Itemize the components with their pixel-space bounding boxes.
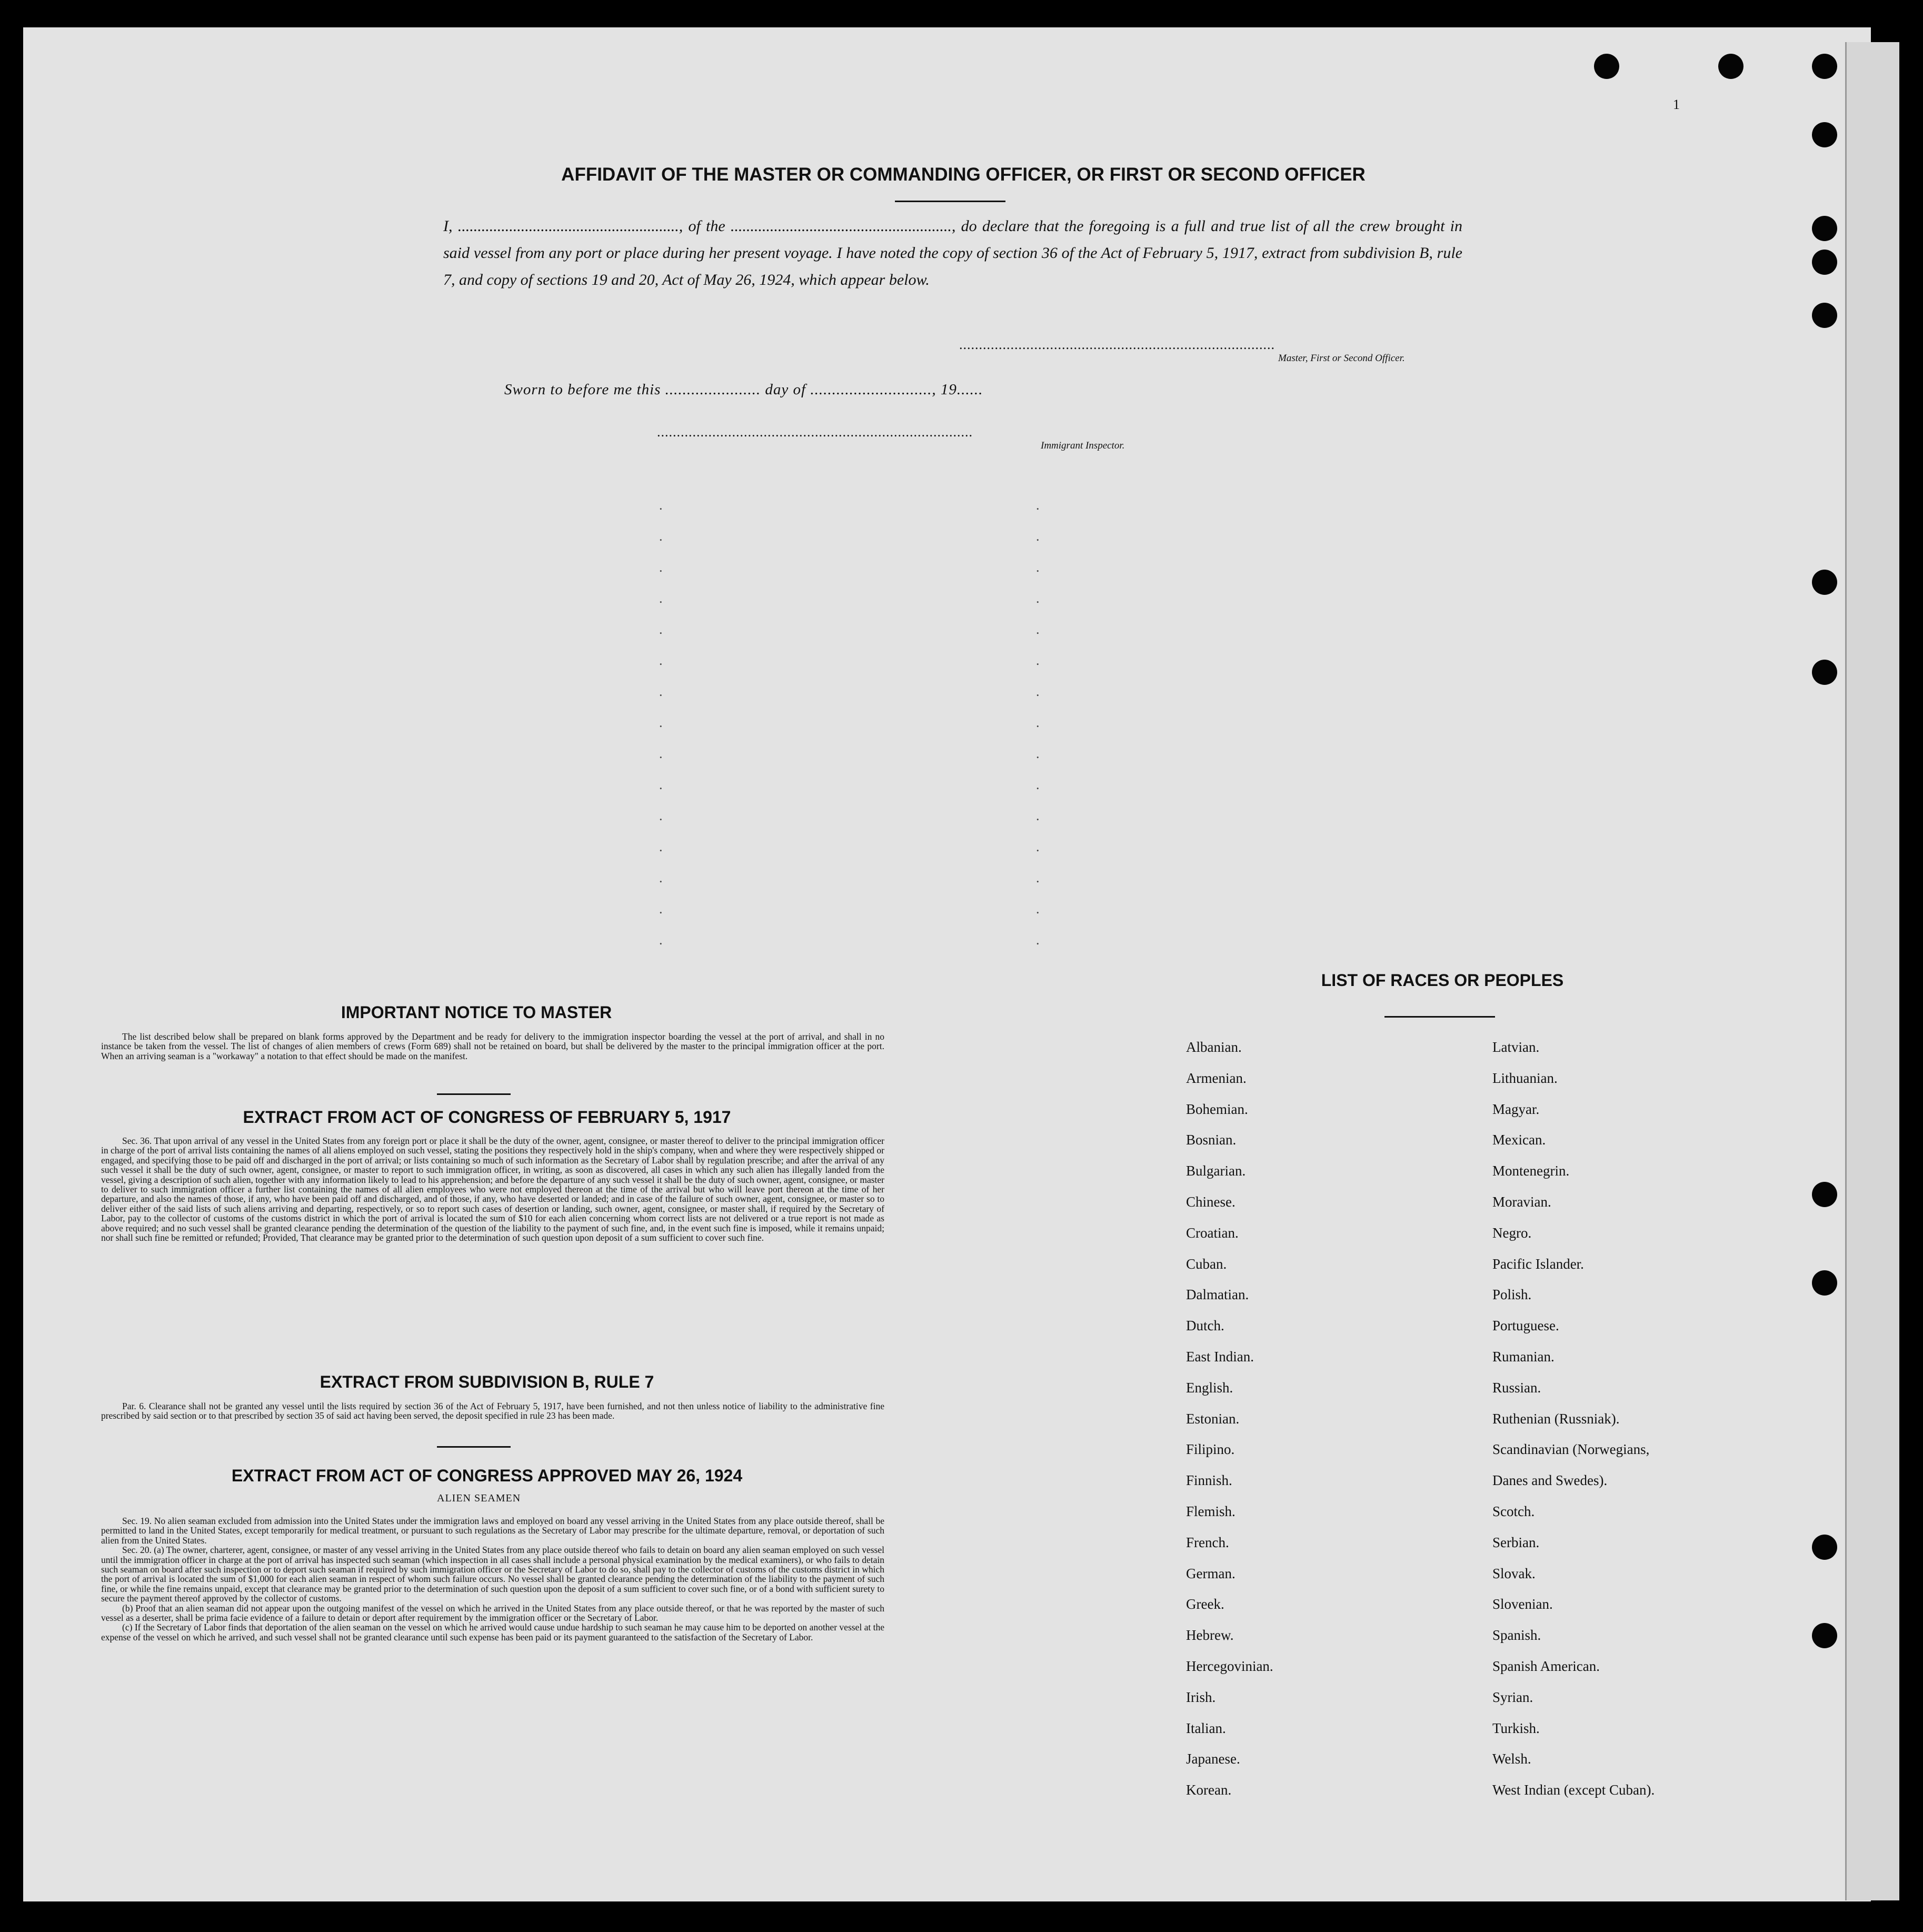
race-item: Scotch. — [1492, 1503, 1535, 1519]
race-item: Bulgarian. — [1186, 1163, 1246, 1179]
officer-signature-line: ................................................................................ — [959, 337, 1275, 352]
race-item: Finnish. — [1186, 1472, 1232, 1489]
race-item: English. — [1186, 1379, 1233, 1396]
extract-1924-text — [101, 1516, 884, 1642]
section-20a: Sec. 20. (a) The owner, charterer, agent, consignee, or master of any vessel arriving in the United States from any place outside thereof who fails to detain on board any alien seaman employed on such vessel until the immigration officer in charge at the port of arrival has inspected such seaman (which inspection in all cases shall include a personal physical examination by the medical examiners), or who fails to detain such seaman on board after such inspection or to deport such seaman if required by such immigration officer or the Secretary of Labor to do so, shall pay to the collector of customs of the customs district in which the port of arrival is located the sum of $1,000 for each alien seaman in respect of whom such failure occurs. No vessel shall be granted clearance pending the determination of the liability to the payment of such fine, or while the fine remains unpaid, except that clearance may be granted prior to the determination of such question upon the deposit of a sum sufficient to cover such fine, or of a bond with sufficient surety to secure the payment thereof approved by the collector of customs. — [101, 1545, 884, 1604]
race-item: German. — [1186, 1565, 1235, 1581]
race-item: Albanian. — [1186, 1039, 1242, 1055]
race-item: Polish. — [1492, 1287, 1532, 1303]
race-item: Serbian. — [1492, 1534, 1540, 1550]
divider — [437, 1093, 511, 1095]
race-item: Japanese. — [1186, 1751, 1240, 1767]
punch-hole — [1812, 1623, 1837, 1648]
extract-rule7-title: EXTRACT FROM SUBDIVISION B, RULE 7 — [320, 1372, 654, 1391]
race-item: Croatian. — [1186, 1224, 1239, 1241]
race-item: Moravian. — [1492, 1193, 1551, 1210]
affidavit-declaration — [443, 213, 1462, 293]
race-item: Spanish. — [1492, 1627, 1541, 1644]
race-item: Welsh. — [1492, 1751, 1531, 1767]
bleed-through-marks: . . . . . . . . . . . . . . . — [1036, 497, 1040, 948]
section-20b: (b) Proof that an alien seaman did not appear upon the outgoing manifest of the vessel on which he arrived in the United States from any place outside thereof, or that he was reported by the master of such vessel as a deserter, shall be prima facie evidence of a failure to detain or deport after requirement by the immigration officer or the Secretary of Labor. — [101, 1602, 884, 1624]
notice-title: IMPORTANT NOTICE TO MASTER — [341, 1003, 612, 1022]
punch-hole — [1812, 1182, 1837, 1207]
race-item: Scandinavian (Norwegians, Danes and Swedes). — [1492, 1441, 1650, 1489]
race-item: Armenian. — [1186, 1070, 1247, 1086]
punch-hole — [1594, 54, 1619, 79]
races-title: LIST OF RACES OR PEOPLES — [1321, 971, 1564, 990]
extract-1924-subtitle: ALIEN SEAMEN — [437, 1492, 521, 1504]
race-item: West Indian (except Cuban). — [1492, 1782, 1655, 1798]
race-item: Chinese. — [1186, 1193, 1235, 1210]
punch-hole — [1812, 250, 1837, 275]
punch-hole — [1812, 1535, 1837, 1560]
page-edge — [1845, 42, 1899, 1900]
race-item: Greek. — [1186, 1596, 1224, 1612]
race-item: Mexican. — [1492, 1132, 1546, 1148]
divider — [1384, 1016, 1495, 1018]
race-item: Filipino. — [1186, 1441, 1235, 1458]
race-item: Bohemian. — [1186, 1101, 1248, 1117]
page-number: 1 — [1673, 97, 1680, 112]
punch-hole — [1812, 303, 1837, 328]
extract-rule7-text: Par. 6. Clearance shall not be granted any vessel until the lists required by section 36 of the Act of February 5, 1917, have been furnished, and not then unless notice of liability to the administrative fine prescribed by said section or to that prescribed by section 35 of said act having been served, the deposit specified in rule 23 has been made. — [101, 1401, 884, 1421]
declaration-text: I, ........................................................, of the ........................................................, do declare that the foregoing is a full and true list of all the crew brought in said vessel from any port or place during her present voyage. I have noted the copy of section 36 of the Act of February 5, 1917, extract from subdivision B, rule 7, and copy of sections 19 and 20, Act of May 26, 1924, which appear below. — [443, 217, 1462, 288]
affidavit-title: AFFIDAVIT OF THE MASTER OR COMMANDING OFFICER, OR FIRST OR SECOND OFFICER — [561, 164, 1366, 185]
race-item: Syrian. — [1492, 1689, 1533, 1705]
race-item: Slovak. — [1492, 1565, 1536, 1581]
race-item: Russian. — [1492, 1379, 1541, 1396]
race-item: Italian. — [1186, 1720, 1226, 1736]
punch-hole — [1812, 660, 1837, 685]
race-item: Estonian. — [1186, 1410, 1240, 1427]
bleed-through-marks: . . . . . . . . . . . . . . . — [659, 497, 663, 948]
punch-hole — [1812, 216, 1837, 241]
officer-caption: Master, First or Second Officer. — [1278, 353, 1405, 364]
extract-1917-text: Sec. 36. That upon arrival of any vessel in the United States from any foreign port or place it shall be the duty of the owner, agent, consignee, or master thereof to deliver to the principal immigration officer in charge of the port of arrival lists containing the names of all aliens employed on such vessel, stating the positions they respectively hold in the ship's company, when and where they were respectively shipped or engaged, and specifying those to be paid off and discharged in the port of arrival; or lists containing so much of such information as the Secretary of Labor shall by regulation prescribe; and after the arrival of any such vessel it shall be the duty of such owner, agent, consignee, or master to report to such immigration officer, in writing, as soon as discovered, all cases in which any such alien has illegally landed from the vessel, giving a description of such alien, together with any information likely to lead to his apprehension; and before the departure of any such vessel it shall be the duty of such owner, agent, consignee, or master to deliver to such immigration officer a further list containing the names of all alien employees who were not employed thereon at the time of the arrival but who will leave port thereon at the time of her departure, and also the names of those, if any, who have been paid off and discharged, and of those, if any, who have deserted or landed; and in case of the failure of such owner, agent, consignee, or master so to deliver either of the said lists of such aliens arriving and departing, respectively, or so to report such cases of desertion or landing, such owner, agent, consignee, or master shall, if required by the Secretary of Labor, pay to the collector of customs of the customs district in which the port of arrival is located the sum of $10 for each alien concerning whom correct lists are not delivered or a true report is not made as above required; and no such vessel shall be granted clearance pending the determination of the question of the liability to the payment of such fine, and, in the event such fine is imposed, while it remains unpaid; nor shall such fine be remitted or refunded; Provided, That clearance may be granted prior to the determination of such question upon deposit of a sum sufficient to cover such fine. — [101, 1136, 884, 1243]
divider — [895, 201, 1005, 202]
notice-text: The list described below shall be prepared on blank forms approved by the Department and be ready for delivery to the immigration inspector boarding the vessel at the port of arrival, and shall in no instance be taken from the vessel. The list of changes of alien members of crews (Form 689) shall not be retained on board, but shall be delivered by the master to the principal immigration officer at the port. When an arriving seaman is a "workaway" a notation to that effect should be made on the manifest. — [101, 1031, 884, 1061]
punch-hole — [1718, 54, 1743, 79]
race-item: Cuban. — [1186, 1256, 1227, 1272]
race-item: Ruthenian (Russniak). — [1492, 1410, 1620, 1427]
extract-1924-title: EXTRACT FROM ACT OF CONGRESS APPROVED MAY 26, 1924 — [231, 1466, 743, 1485]
race-item: Lithuanian. — [1492, 1070, 1558, 1086]
race-item: Montenegrin. — [1492, 1163, 1570, 1179]
race-item: Portuguese. — [1492, 1318, 1559, 1334]
races-list-right — [1492, 1032, 1655, 1806]
race-item: Latvian. — [1492, 1039, 1540, 1055]
race-item: Pacific Islander. — [1492, 1256, 1584, 1272]
races-list-left — [1186, 1032, 1273, 1806]
race-item: Hercegovinian. — [1186, 1658, 1273, 1674]
extract-1917-title: EXTRACT FROM ACT OF CONGRESS OF FEBRUARY 5, 1917 — [243, 1108, 731, 1127]
punch-hole — [1812, 1270, 1837, 1296]
race-item: Dalmatian. — [1186, 1287, 1249, 1303]
race-item: Hebrew. — [1186, 1627, 1234, 1644]
race-item: Slovenian. — [1492, 1596, 1553, 1612]
race-item: Irish. — [1186, 1689, 1216, 1705]
divider — [437, 1446, 511, 1448]
sworn-line: Sworn to before me this ...................... day of ............................, 19...... — [504, 381, 983, 398]
section-20c: (c) If the Secretary of Labor finds that deportation of the alien seaman on the vessel on which he arrived would cause undue hardship to such seaman he may cause him to be deported on another vessel at the expense of the vessel on which he arrived, and such vessel shall not be granted clearance until such expense has been paid or its payment guaranteed to the satisfaction of the Secretary of Labor. — [101, 1622, 884, 1642]
race-item: Flemish. — [1186, 1503, 1235, 1519]
punch-hole — [1812, 54, 1837, 79]
race-item: Dutch. — [1186, 1318, 1224, 1334]
inspector-signature-line: ................................................................................ — [657, 424, 973, 440]
race-item: Bosnian. — [1186, 1132, 1237, 1148]
race-item: Rumanian. — [1492, 1348, 1555, 1365]
race-item: Negro. — [1492, 1224, 1532, 1241]
race-item: Magyar. — [1492, 1101, 1540, 1117]
race-item: East Indian. — [1186, 1348, 1254, 1365]
inspector-caption: Immigrant Inspector. — [1041, 440, 1125, 451]
punch-hole — [1812, 122, 1837, 147]
section-19: Sec. 19. No alien seaman excluded from admission into the United States under the immigration laws and employed on board any vessel arriving in the United States from any place outside thereof, shall be permitted to land in the United States, except temporarily for medical treatment, or pursuant to such regulations as the Secretary of Labor may prescribe for the ultimate departure, removal, or deportation of such alien from the United States. — [101, 1516, 884, 1546]
race-item: French. — [1186, 1534, 1229, 1550]
race-item: Turkish. — [1492, 1720, 1540, 1736]
race-item: Korean. — [1186, 1782, 1232, 1798]
punch-hole — [1812, 570, 1837, 595]
race-item: Spanish American. — [1492, 1658, 1600, 1674]
